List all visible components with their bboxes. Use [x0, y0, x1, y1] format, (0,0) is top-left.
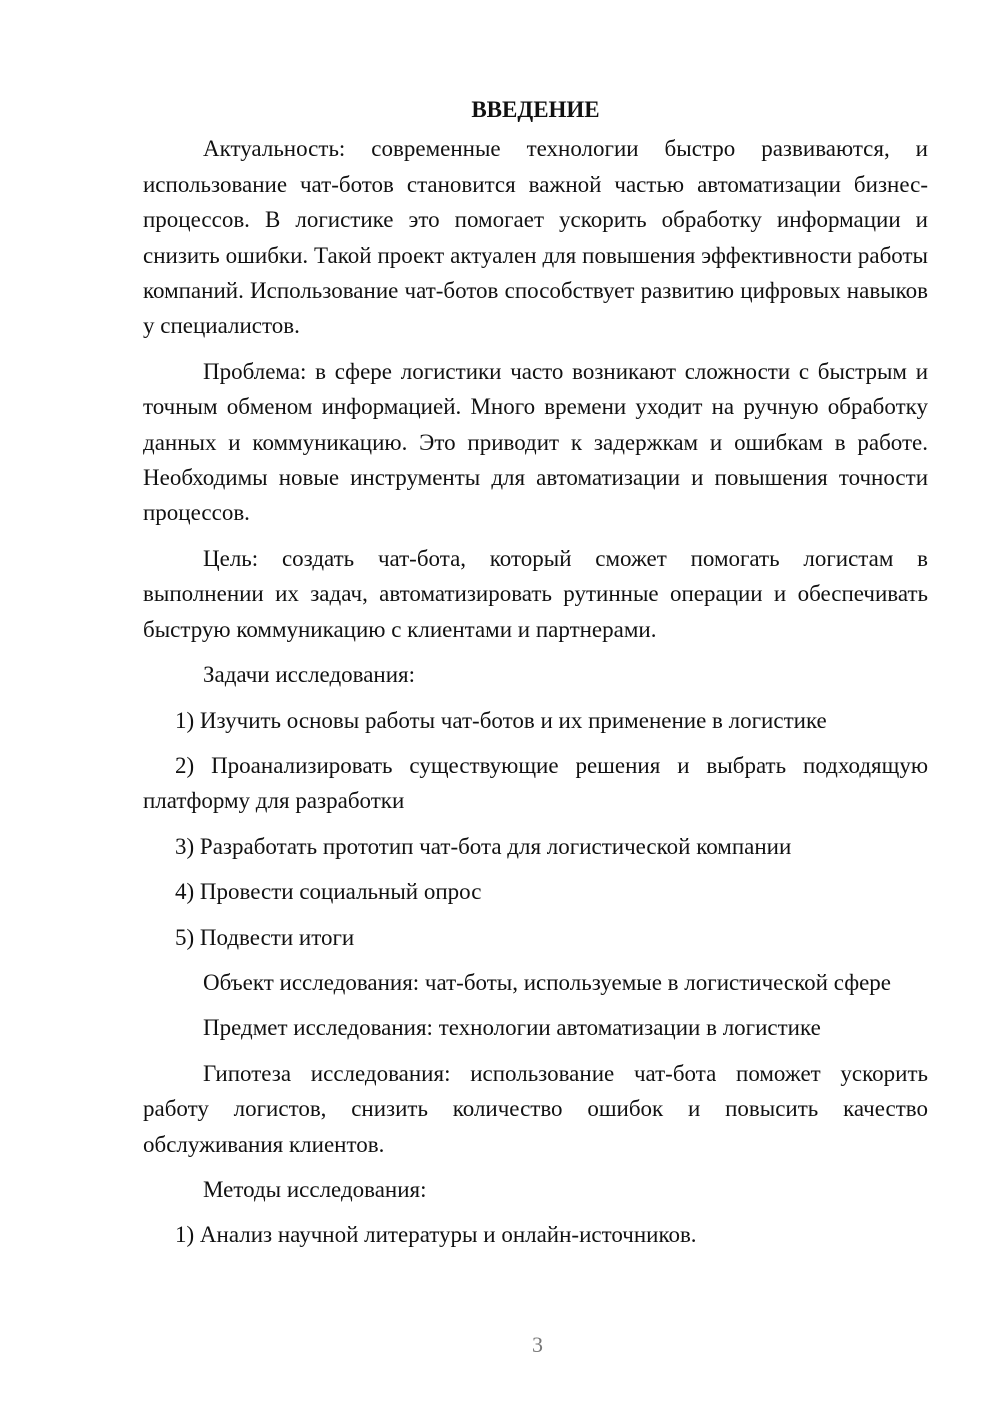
- relevance-paragraph: Актуальность: современные технологии быстро развиваются, и использование чат-ботов становится важной частью автоматизации бизнес-процессов. В логистике это помогает ускорить обработку информации и снизить ошибки. Такой проект актуален для повышения эффективности работы компаний. Использование чат-ботов способствует развитию цифровых навыков у специалистов.: [143, 136, 928, 339]
- section-heading: ВВЕДЕНИЕ: [471, 97, 600, 122]
- method-item-1: 1) Анализ научной литературы и онлайн-источников.: [175, 1222, 697, 1248]
- task-item-2: 2) Проанализировать существующие решения и выбрать подходящую платформу для разработки: [143, 752, 928, 814]
- goal-paragraph: Цель: создать чат-бота, который сможет помогать логистам в выполнении их задач, автоматизировать рутинные операции и обеспечивать быструю коммуникацию с клиентами и партнерами.: [143, 545, 928, 642]
- subject-paragraph: Предмет исследования: технологии автоматизации в логистике: [203, 1015, 821, 1041]
- task-item-1: 1) Изучить основы работы чат-ботов и их применение в логистике: [175, 707, 827, 733]
- task-item-5: 5) Подвести итоги: [175, 924, 355, 950]
- tasks-title: Задачи исследования:: [203, 662, 416, 688]
- problem-paragraph: Проблема: в сфере логистики часто возникают сложности с быстрым и точным обменом информацией. Много времени уходит на ручную обработку данных и коммуникацию. Это приводит к задержкам и ошибкам в работе. Необходимы новые инструменты для автоматизации и повышения точности процессов.: [143, 358, 928, 526]
- task-item-3: 3) Разработать прототип чат-бота для логистической компании: [175, 833, 792, 859]
- task-item-4: 4) Провести социальный опрос: [175, 879, 482, 905]
- object-paragraph: Объект исследования: чат-боты, используемые в логистической сфере: [203, 969, 892, 995]
- methods-title: Методы исследования:: [203, 1176, 427, 1202]
- page-number: 3: [532, 1332, 543, 1357]
- hypothesis-paragraph: Гипотеза исследования: использование чат-бота поможет ускорить работу логистов, снизить количество ошибок и повысить качество обслуживания клиентов.: [143, 1060, 928, 1157]
- page-content: [143, 92, 928, 1263]
